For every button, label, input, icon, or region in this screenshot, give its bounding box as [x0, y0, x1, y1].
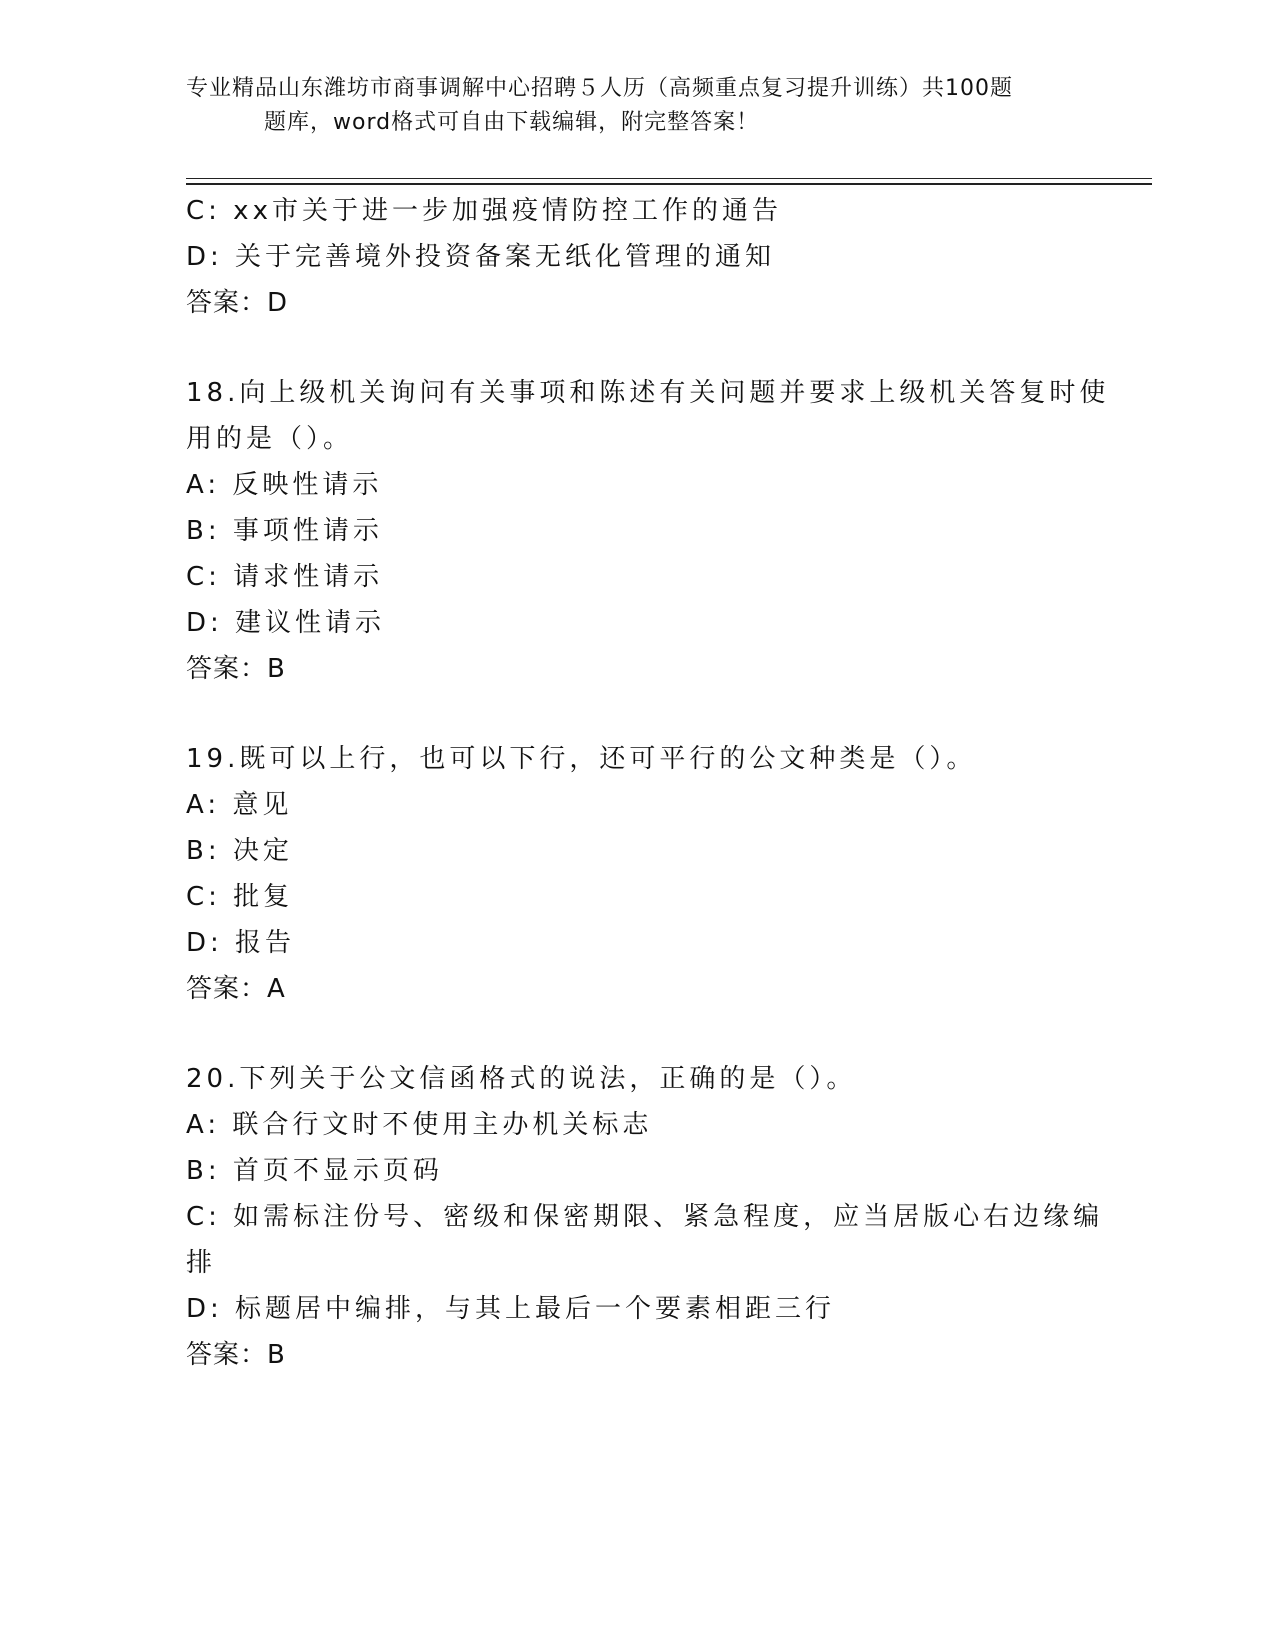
document-header	[186, 72, 1086, 140]
question-stem: 19.既可以上行，也可以下行，还可平行的公文种类是（）。	[186, 744, 977, 774]
answer-line: 答案：A	[186, 974, 286, 1004]
header-line-1: 专业精品山东潍坊市商事调解中心招聘５人历（高频重点复习提升训练）共100题	[186, 76, 1013, 101]
option-a: A: 反映性请示	[186, 470, 383, 500]
answer-line: 答案：D	[186, 288, 289, 318]
option-d: D: 关于完善境外投资备案无纸化管理的通知	[186, 242, 776, 272]
option-c: C: 如需标注份号、密级和保密期限、紧急程度，应当居版心右边缘编	[186, 1202, 1104, 1232]
option-c: C: 请求性请示	[186, 562, 384, 592]
question-stem: 20.下列关于公文信函格式的说法，正确的是（）。	[186, 1064, 857, 1094]
option-c: C: xx市关于进一步加强疫情防控工作的通告	[186, 196, 782, 226]
option-c-continued: 排	[186, 1248, 217, 1278]
option-b: B: 决定	[186, 836, 293, 866]
question-18	[186, 370, 1110, 692]
option-c: C: 批复	[186, 882, 294, 912]
answer-line: 答案：B	[186, 1340, 286, 1370]
option-d: D: 建议性请示	[186, 608, 386, 638]
header-line-2: 题库，word格式可自由下载编辑，附完整答案！	[264, 110, 760, 135]
question-20	[186, 1056, 1104, 1378]
option-d: D: 标题居中编排，与其上最后一个要素相距三行	[186, 1294, 836, 1324]
option-b: B: 事项性请示	[186, 516, 383, 546]
question-19	[186, 736, 1086, 1012]
question-stem-continued: 用的是（）。	[186, 424, 354, 454]
question-stem: 18.向上级机关询问有关事项和陈述有关问题并要求上级机关答复时使	[186, 378, 1110, 408]
option-a: A: 意见	[186, 790, 293, 820]
document-body	[186, 188, 1110, 1378]
option-b: B: 首页不显示页码	[186, 1156, 443, 1186]
question-17-tail	[186, 188, 1086, 326]
header-rule-thin	[186, 178, 1152, 179]
option-d: D: 报告	[186, 928, 296, 958]
header-rule-thick	[186, 183, 1152, 185]
option-a: A: 联合行文时不使用主办机关标志	[186, 1110, 653, 1140]
answer-line: 答案：B	[186, 654, 286, 684]
